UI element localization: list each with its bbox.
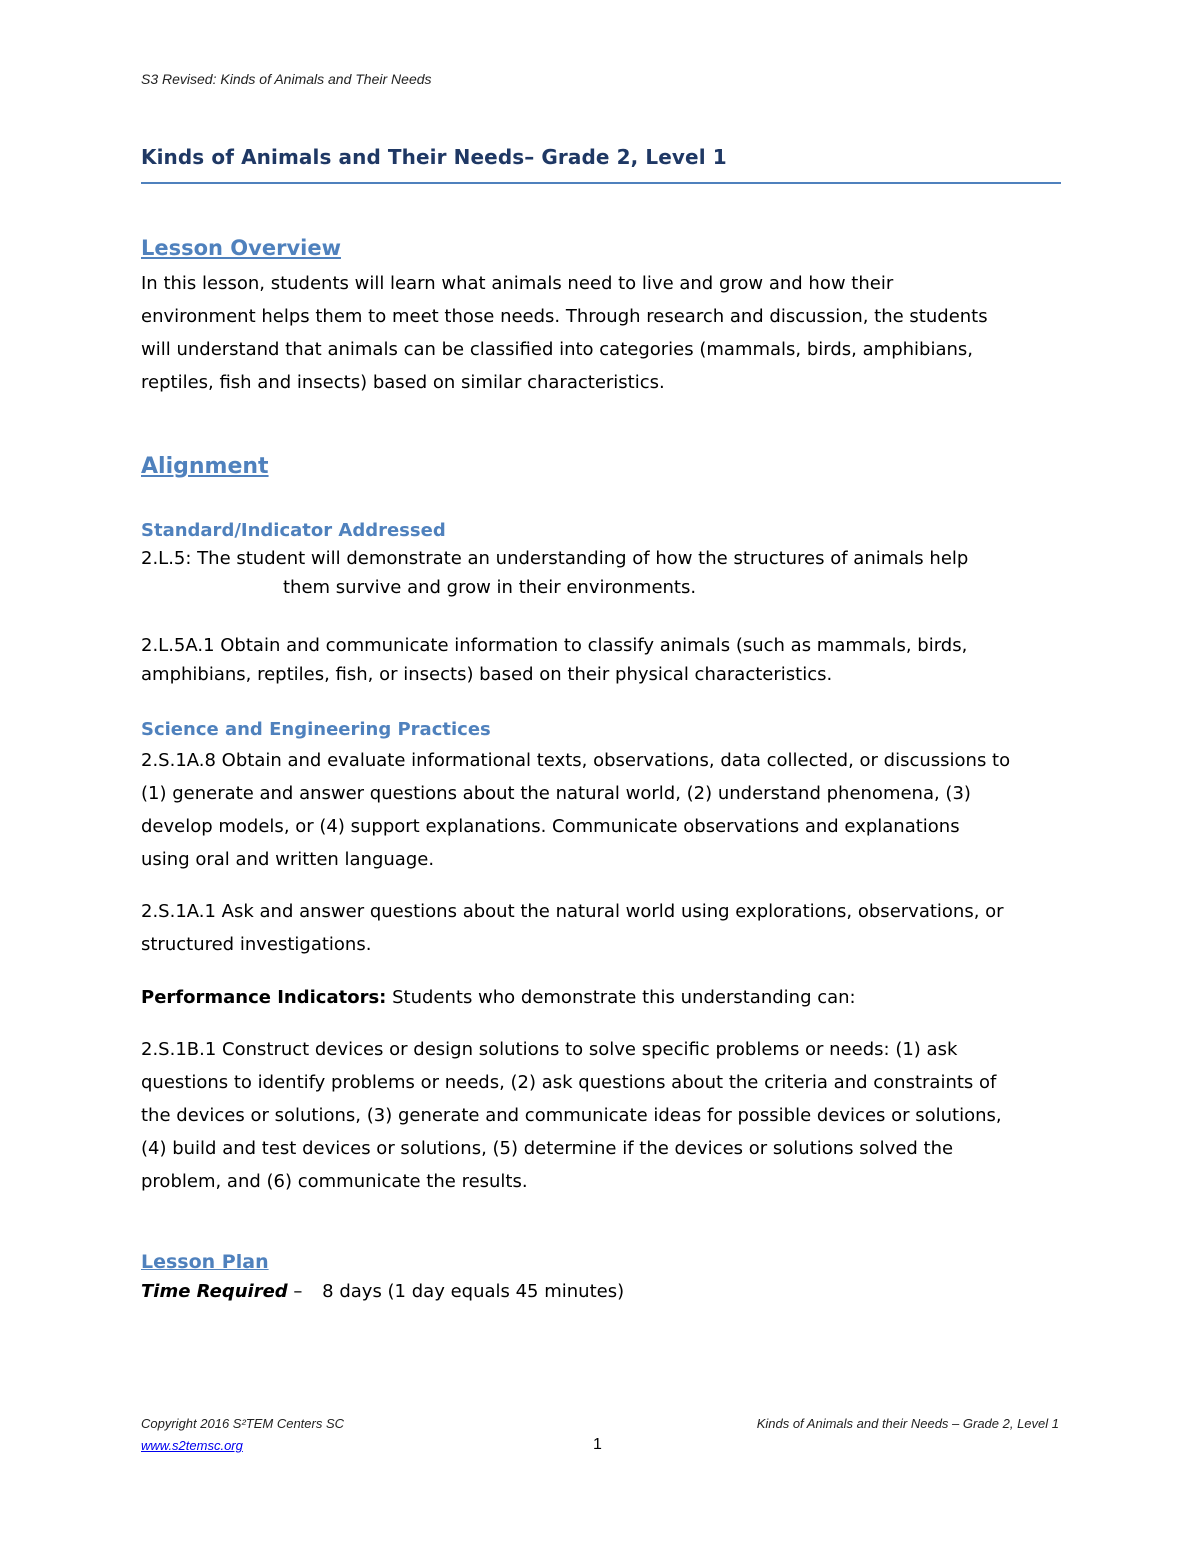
lesson-plan-heading: Lesson Plan [141,1251,269,1273]
text-line: will understand that animals can be classified into categories (mammals, birds, amphibians, [141,339,973,360]
text-line: 2.S.1A.8 Obtain and evaluate informational texts, observations, data collected, or discussions to [141,750,1011,771]
text-line: develop models, or (4) support explanations. Communicate observations and explanations [141,816,960,837]
time-required-dash: – [287,1281,309,1302]
text-line: environment helps them to meet those needs. Through research and discussion, the students [141,306,988,327]
footer-website-link[interactable]: www.s2temsc.org [141,1438,243,1453]
text-line: 2.L.5A.1 Obtain and communicate information to classify animals (such as mammals, birds, [141,635,968,656]
text-line: problem, and (6) communicate the results. [141,1171,528,1192]
text-line: (1) generate and answer questions about the natural world, (2) understand phenomena, (3) [141,783,971,804]
time-required-value: 8 days (1 day equals 45 minutes) [322,1281,625,1302]
footer-document-title: Kinds of Animals and their Needs – Grade 2, Level 1 [756,1416,1059,1431]
text-line: 2.S.1A.1 Ask and answer questions about the natural world using explorations, observations, or [141,901,1004,922]
performance-indicators-line [141,981,1071,1014]
practice-text-3 [141,1033,1071,1198]
text-line: In this lesson, students will learn what animals need to live and grow and how their [141,273,894,294]
lesson-overview-section [141,233,1071,399]
practices-block [141,716,1071,876]
performance-indicators-text: Students who demonstrate this understanding can: [386,987,856,1008]
performance-indicators-label: Performance Indicators: [141,987,387,1008]
standard-heading: Standard/Indicator Addressed [141,520,446,541]
page-number: 1 [593,1436,602,1453]
time-required-line [141,1276,1071,1308]
lesson-overview-heading: Lesson Overview [141,236,341,260]
alignment-section [141,452,1071,482]
title-divider [141,182,1061,184]
time-required-label: Time Required [141,1281,288,1302]
running-header: S3 Revised: Kinds of Animals and Their Needs [141,71,432,87]
text-line: 2.L.5: The student will demonstrate an understanding of how the structures of animals help [141,548,969,569]
text-line: the devices or solutions, (3) generate and communicate ideas for possible devices or solutions, [141,1105,1002,1126]
text-line: reptiles, fish and insects) based on similar characteristics. [141,372,665,393]
lesson-overview-text [141,267,1071,399]
text-line: using oral and written language. [141,849,435,870]
text-line: (4) build and test devices or solutions, (5) determine if the devices or solutions solved the [141,1138,954,1159]
practices-heading: Science and Engineering Practices [141,719,491,740]
standard-text [141,544,1071,602]
lesson-plan-section [141,1248,1071,1308]
text-line: structured investigations. [141,934,372,955]
standard-block [141,518,1071,602]
practice-text-1 [141,744,1071,876]
text-line: questions to identify problems or needs, (2) ask questions about the criteria and constraints of [141,1072,997,1093]
practice-text-2 [141,895,1071,961]
text-line: 2.S.1B.1 Construct devices or design solutions to solve specific problems or needs: (1) ask [141,1039,958,1060]
alignment-heading: Alignment [141,454,269,479]
footer-copyright: Copyright 2016 S²TEM Centers SC [141,1416,345,1431]
indicator-block [141,631,1071,689]
text-line: them survive and grow in their environments. [283,577,697,598]
text-line: amphibians, reptiles, fish, or insects) based on their physical characteristics. [141,664,833,685]
document-title: Kinds of Animals and Their Needs– Grade 2, Level 1 [141,145,727,169]
